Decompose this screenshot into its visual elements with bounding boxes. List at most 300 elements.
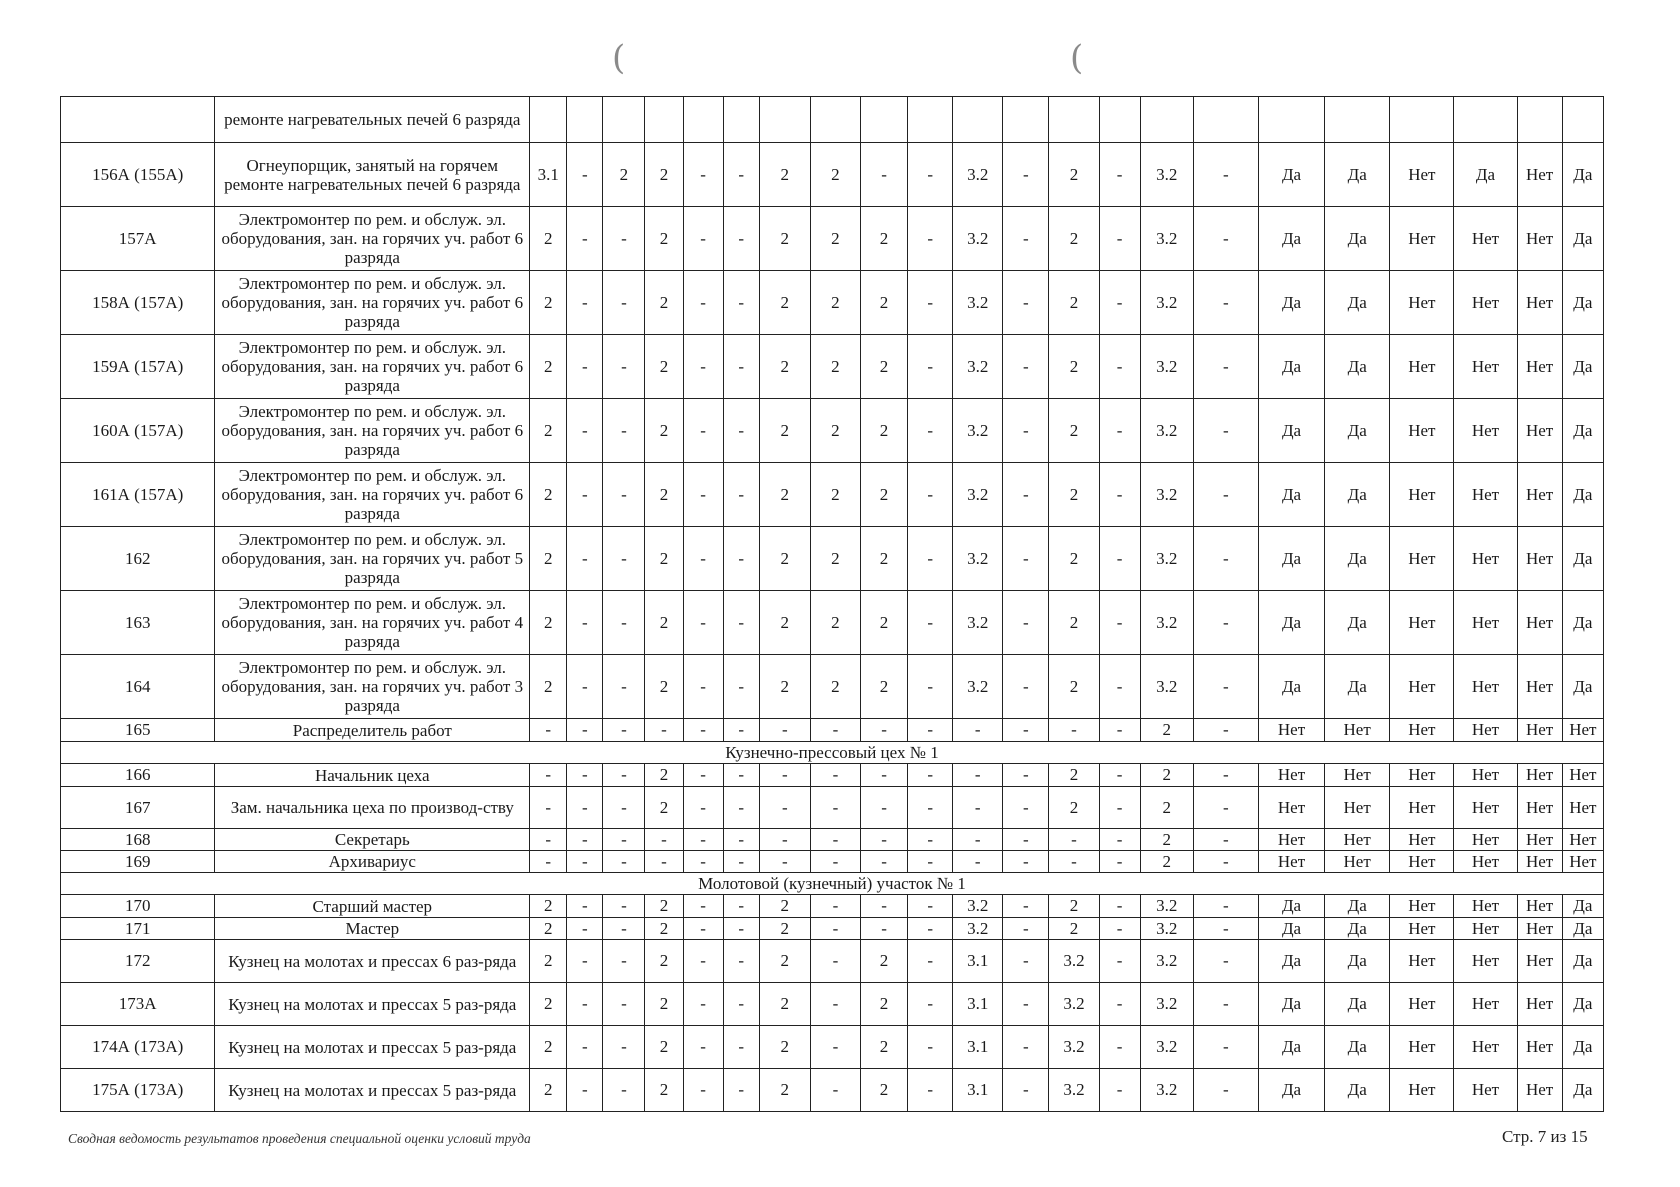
value-cell: [1193, 97, 1258, 143]
value-cell: -: [683, 940, 723, 983]
workplace-name: Старший мастер: [215, 895, 530, 918]
value-cell: -: [1003, 207, 1049, 271]
value-cell: Да: [1562, 399, 1603, 463]
value-cell: 2: [810, 335, 860, 399]
value-cell: Нет: [1390, 940, 1454, 983]
value-cell: 2: [860, 591, 907, 655]
value-cell: Да: [1562, 895, 1603, 918]
value-cell: -: [1003, 895, 1049, 918]
value-cell: Да: [1562, 335, 1603, 399]
table-row: [61, 591, 1604, 655]
value-cell: -: [860, 719, 907, 742]
value-cell: Нет: [1454, 983, 1517, 1026]
value-cell: Нет: [1390, 851, 1454, 873]
value-cell: -: [683, 399, 723, 463]
value-cell: Нет: [1454, 895, 1517, 918]
value-cell: -: [1099, 655, 1140, 719]
value-cell: 2: [759, 1069, 810, 1112]
value-cell: Нет: [1390, 143, 1454, 207]
value-cell: 2: [1049, 399, 1099, 463]
value-cell: 2: [759, 271, 810, 335]
value-cell: -: [908, 143, 953, 207]
value-cell: -: [810, 1069, 860, 1112]
value-cell: Нет: [1258, 764, 1324, 787]
table-row: [61, 940, 1604, 983]
value-cell: -: [908, 764, 953, 787]
value-cell: -: [1003, 940, 1049, 983]
value-cell: -: [1193, 463, 1258, 527]
value-cell: -: [1003, 143, 1049, 207]
value-cell: Нет: [1454, 527, 1517, 591]
value-cell: Нет: [1517, 829, 1562, 851]
value-cell: -: [908, 399, 953, 463]
value-cell: -: [1099, 940, 1140, 983]
table-row: [61, 207, 1604, 271]
value-cell: 3.2: [953, 527, 1003, 591]
value-cell: 3.2: [1140, 655, 1193, 719]
value-cell: 2: [645, 787, 683, 829]
table-row: [61, 399, 1604, 463]
scan-mark-right: (: [1070, 38, 1084, 78]
value-cell: -: [567, 207, 603, 271]
value-cell: -: [1193, 940, 1258, 983]
value-cell: -: [1193, 829, 1258, 851]
value-cell: -: [908, 335, 953, 399]
workplace-name: Электромонтер по рем. и обслуж. эл. оборудования, зан. на горячих уч. работ 6 разряда: [215, 207, 530, 271]
value-cell: 2: [530, 271, 567, 335]
value-cell: -: [908, 207, 953, 271]
value-cell: -: [1193, 335, 1258, 399]
value-cell: -: [908, 918, 953, 940]
workplace-code: 166: [61, 764, 215, 787]
value-cell: 2: [645, 399, 683, 463]
value-cell: -: [810, 940, 860, 983]
value-cell: -: [603, 918, 645, 940]
value-cell: Да: [1325, 983, 1390, 1026]
value-cell: 3.2: [953, 895, 1003, 918]
value-cell: Нет: [1325, 764, 1390, 787]
section-header-row: [61, 873, 1604, 895]
value-cell: -: [567, 591, 603, 655]
value-cell: Нет: [1390, 271, 1454, 335]
value-cell: -: [860, 851, 907, 873]
value-cell: -: [567, 719, 603, 742]
value-cell: -: [810, 983, 860, 1026]
value-cell: -: [1193, 787, 1258, 829]
value-cell: -: [567, 764, 603, 787]
value-cell: [860, 97, 907, 143]
value-cell: [1140, 97, 1193, 143]
workplace-code: 168: [61, 829, 215, 851]
workplace-name: Начальник цеха: [215, 764, 530, 787]
value-cell: -: [567, 399, 603, 463]
value-cell: -: [1003, 527, 1049, 591]
value-cell: -: [1099, 764, 1140, 787]
value-cell: -: [1099, 787, 1140, 829]
value-cell: -: [860, 764, 907, 787]
value-cell: Да: [1258, 1069, 1324, 1112]
value-cell: -: [567, 335, 603, 399]
footer-document-title: Сводная ведомость результатов проведения специальной оценки условий труда: [68, 1131, 531, 1146]
value-cell: 2: [645, 527, 683, 591]
value-cell: -: [908, 1026, 953, 1069]
value-cell: [1517, 97, 1562, 143]
workplace-code: 167: [61, 787, 215, 829]
value-cell: -: [1099, 829, 1140, 851]
workplace-code: 164: [61, 655, 215, 719]
value-cell: 2: [530, 463, 567, 527]
table-row: [61, 719, 1604, 742]
value-cell: -: [567, 983, 603, 1026]
workplace-name: Архивариус: [215, 851, 530, 873]
value-cell: [1049, 97, 1099, 143]
workplace-code: 156А (155А): [61, 143, 215, 207]
value-cell: -: [683, 335, 723, 399]
value-cell: 3.2: [1140, 1069, 1193, 1112]
value-cell: -: [683, 918, 723, 940]
value-cell: 3.2: [1140, 895, 1193, 918]
value-cell: 2: [1140, 787, 1193, 829]
value-cell: -: [603, 851, 645, 873]
value-cell: Нет: [1454, 719, 1517, 742]
value-cell: -: [683, 787, 723, 829]
value-cell: Да: [1258, 271, 1324, 335]
value-cell: 3.2: [953, 335, 1003, 399]
value-cell: [1003, 97, 1049, 143]
value-cell: -: [1099, 1069, 1140, 1112]
value-cell: 2: [645, 940, 683, 983]
workplace-code: 162: [61, 527, 215, 591]
value-cell: Нет: [1517, 463, 1562, 527]
value-cell: -: [603, 895, 645, 918]
value-cell: [1562, 97, 1603, 143]
value-cell: Да: [1562, 271, 1603, 335]
value-cell: Нет: [1390, 764, 1454, 787]
value-cell: 3.2: [1140, 918, 1193, 940]
section-title: Кузнечно-прессовый цех № 1: [61, 742, 1604, 764]
value-cell: -: [723, 895, 759, 918]
value-cell: -: [908, 527, 953, 591]
workplace-code: 163: [61, 591, 215, 655]
value-cell: 3.2: [1049, 1026, 1099, 1069]
value-cell: Да: [1325, 399, 1390, 463]
value-cell: -: [683, 207, 723, 271]
value-cell: 2: [645, 655, 683, 719]
value-cell: Да: [1325, 1026, 1390, 1069]
value-cell: 3.1: [953, 1069, 1003, 1112]
value-cell: -: [567, 940, 603, 983]
value-cell: -: [953, 829, 1003, 851]
value-cell: Нет: [1517, 787, 1562, 829]
value-cell: -: [1003, 787, 1049, 829]
value-cell: Нет: [1454, 271, 1517, 335]
value-cell: Нет: [1562, 829, 1603, 851]
value-cell: Да: [1258, 591, 1324, 655]
value-cell: 2: [759, 655, 810, 719]
value-cell: -: [723, 787, 759, 829]
value-cell: -: [908, 271, 953, 335]
value-cell: -: [1099, 719, 1140, 742]
table-row: [61, 918, 1604, 940]
value-cell: -: [603, 527, 645, 591]
value-cell: Нет: [1454, 207, 1517, 271]
value-cell: -: [860, 829, 907, 851]
value-cell: -: [567, 463, 603, 527]
value-cell: Нет: [1517, 764, 1562, 787]
value-cell: -: [810, 829, 860, 851]
table-row: [61, 829, 1604, 851]
value-cell: 2: [645, 207, 683, 271]
value-cell: Нет: [1517, 719, 1562, 742]
workplace-code: 170: [61, 895, 215, 918]
value-cell: -: [860, 143, 907, 207]
value-cell: 2: [810, 271, 860, 335]
value-cell: -: [567, 655, 603, 719]
value-cell: 2: [860, 527, 907, 591]
value-cell: Да: [1325, 591, 1390, 655]
value-cell: -: [530, 787, 567, 829]
value-cell: -: [1003, 591, 1049, 655]
value-cell: -: [723, 591, 759, 655]
value-cell: Да: [1562, 591, 1603, 655]
table-row: [61, 655, 1604, 719]
value-cell: 3.2: [1140, 143, 1193, 207]
value-cell: 2: [1140, 764, 1193, 787]
value-cell: 2: [645, 918, 683, 940]
value-cell: -: [1003, 655, 1049, 719]
value-cell: [530, 97, 567, 143]
value-cell: -: [603, 591, 645, 655]
value-cell: -: [683, 1069, 723, 1112]
workplace-name: Электромонтер по рем. и обслуж. эл. оборудования, зан. на горячих уч. работ 5 разряда: [215, 527, 530, 591]
value-cell: -: [810, 719, 860, 742]
workplace-name: Огнеупорщик, занятый на горячем ремонте нагревательных печей 6 разряда: [215, 143, 530, 207]
workplace-name: Кузнец на молотах и прессах 5 раз-ряда: [215, 1026, 530, 1069]
workplace-name: Электромонтер по рем. и обслуж. эл. оборудования, зан. на горячих уч. работ 6 разряда: [215, 271, 530, 335]
value-cell: 3.2: [953, 399, 1003, 463]
value-cell: -: [645, 719, 683, 742]
value-cell: -: [723, 851, 759, 873]
value-cell: 2: [1049, 207, 1099, 271]
workplace-code: 174А (173А): [61, 1026, 215, 1069]
value-cell: Нет: [1390, 335, 1454, 399]
value-cell: [723, 97, 759, 143]
value-cell: -: [1003, 764, 1049, 787]
value-cell: 2: [860, 399, 907, 463]
value-cell: Нет: [1454, 1026, 1517, 1069]
table-row: [61, 463, 1604, 527]
value-cell: -: [1193, 851, 1258, 873]
value-cell: -: [603, 787, 645, 829]
value-cell: Нет: [1454, 918, 1517, 940]
value-cell: 2: [530, 655, 567, 719]
value-cell: [810, 97, 860, 143]
value-cell: -: [1193, 399, 1258, 463]
value-cell: 3.2: [1140, 1026, 1193, 1069]
value-cell: -: [723, 463, 759, 527]
value-cell: 3.2: [1140, 940, 1193, 983]
value-cell: Да: [1258, 335, 1324, 399]
value-cell: 2: [860, 207, 907, 271]
value-cell: 2: [759, 527, 810, 591]
value-cell: 2: [645, 591, 683, 655]
value-cell: Нет: [1517, 918, 1562, 940]
value-cell: -: [908, 591, 953, 655]
value-cell: -: [567, 1026, 603, 1069]
value-cell: -: [1003, 918, 1049, 940]
value-cell: -: [1049, 719, 1099, 742]
value-cell: Нет: [1454, 655, 1517, 719]
value-cell: 2: [645, 895, 683, 918]
value-cell: -: [1193, 719, 1258, 742]
value-cell: 2: [1049, 527, 1099, 591]
value-cell: -: [759, 829, 810, 851]
value-cell: Нет: [1454, 1069, 1517, 1112]
value-cell: Нет: [1562, 787, 1603, 829]
value-cell: -: [603, 399, 645, 463]
value-cell: -: [723, 655, 759, 719]
value-cell: -: [1003, 463, 1049, 527]
value-cell: 2: [1140, 829, 1193, 851]
table-row: [61, 764, 1604, 787]
workplace-code: 158А (157А): [61, 271, 215, 335]
value-cell: 2: [645, 463, 683, 527]
value-cell: Нет: [1390, 1069, 1454, 1112]
value-cell: Нет: [1517, 983, 1562, 1026]
value-cell: 2: [860, 1026, 907, 1069]
value-cell: -: [530, 764, 567, 787]
value-cell: Нет: [1390, 787, 1454, 829]
value-cell: -: [645, 829, 683, 851]
value-cell: 2: [1049, 895, 1099, 918]
value-cell: -: [723, 271, 759, 335]
value-cell: 2: [759, 918, 810, 940]
value-cell: -: [683, 591, 723, 655]
value-cell: -: [1099, 527, 1140, 591]
value-cell: 3.2: [1140, 527, 1193, 591]
value-cell: -: [530, 851, 567, 873]
value-cell: Нет: [1325, 829, 1390, 851]
value-cell: 2: [759, 591, 810, 655]
value-cell: -: [810, 895, 860, 918]
value-cell: -: [723, 829, 759, 851]
value-cell: 2: [530, 527, 567, 591]
value-cell: 2: [530, 918, 567, 940]
value-cell: -: [1193, 655, 1258, 719]
value-cell: 2: [860, 463, 907, 527]
value-cell: Нет: [1517, 851, 1562, 873]
value-cell: 3.2: [1140, 983, 1193, 1026]
value-cell: Нет: [1390, 527, 1454, 591]
table-row: [61, 1026, 1604, 1069]
value-cell: 3.2: [1140, 335, 1193, 399]
value-cell: -: [1099, 271, 1140, 335]
value-cell: Да: [1325, 335, 1390, 399]
value-cell: Нет: [1390, 399, 1454, 463]
value-cell: 2: [810, 527, 860, 591]
value-cell: 2: [860, 655, 907, 719]
value-cell: 3.2: [953, 591, 1003, 655]
value-cell: -: [1193, 527, 1258, 591]
value-cell: 3.2: [1140, 207, 1193, 271]
value-cell: Нет: [1517, 1026, 1562, 1069]
value-cell: Нет: [1390, 895, 1454, 918]
value-cell: -: [1099, 463, 1140, 527]
value-cell: -: [723, 207, 759, 271]
value-cell: -: [683, 143, 723, 207]
value-cell: Нет: [1517, 399, 1562, 463]
value-cell: -: [810, 1026, 860, 1069]
value-cell: -: [1099, 918, 1140, 940]
value-cell: [1258, 97, 1324, 143]
value-cell: Нет: [1390, 591, 1454, 655]
value-cell: -: [603, 1069, 645, 1112]
value-cell: 2: [645, 983, 683, 1026]
table-row: [61, 527, 1604, 591]
value-cell: 2: [860, 335, 907, 399]
value-cell: Да: [1325, 655, 1390, 719]
value-cell: Да: [1258, 895, 1324, 918]
value-cell: -: [530, 829, 567, 851]
value-cell: 2: [860, 983, 907, 1026]
value-cell: Нет: [1517, 143, 1562, 207]
value-cell: Нет: [1454, 335, 1517, 399]
value-cell: Нет: [1517, 527, 1562, 591]
value-cell: -: [1003, 983, 1049, 1026]
value-cell: Да: [1258, 655, 1324, 719]
value-cell: -: [1099, 143, 1140, 207]
value-cell: Да: [1258, 207, 1324, 271]
value-cell: -: [723, 399, 759, 463]
value-cell: [1390, 97, 1454, 143]
value-cell: 2: [759, 895, 810, 918]
value-cell: -: [1099, 207, 1140, 271]
value-cell: -: [723, 143, 759, 207]
value-cell: -: [860, 787, 907, 829]
value-cell: Да: [1258, 983, 1324, 1026]
workplace-code: 160А (157А): [61, 399, 215, 463]
value-cell: 3.1: [953, 983, 1003, 1026]
value-cell: 3.2: [1049, 940, 1099, 983]
value-cell: -: [1099, 399, 1140, 463]
value-cell: -: [908, 895, 953, 918]
workplace-name: Электромонтер по рем. и обслуж. эл. оборудования, зан. на горячих уч. работ 6 разряда: [215, 335, 530, 399]
value-cell: -: [723, 335, 759, 399]
value-cell: 2: [645, 271, 683, 335]
value-cell: Да: [1562, 1026, 1603, 1069]
value-cell: -: [723, 527, 759, 591]
workplace-name: Электромонтер по рем. и обслуж. эл. оборудования, зан. на горячих уч. работ 6 разряда: [215, 399, 530, 463]
workplace-code: 171: [61, 918, 215, 940]
value-cell: 3.2: [1140, 399, 1193, 463]
value-cell: 3.2: [953, 207, 1003, 271]
value-cell: -: [1193, 918, 1258, 940]
value-cell: -: [810, 918, 860, 940]
value-cell: 3.2: [953, 918, 1003, 940]
value-cell: -: [1099, 895, 1140, 918]
value-cell: 2: [860, 271, 907, 335]
value-cell: 3.1: [530, 143, 567, 207]
value-cell: -: [953, 787, 1003, 829]
value-cell: Да: [1562, 940, 1603, 983]
value-cell: 3.2: [953, 271, 1003, 335]
workplace-name: Кузнец на молотах и прессах 5 раз-ряда: [215, 983, 530, 1026]
value-cell: -: [810, 787, 860, 829]
value-cell: Да: [1258, 940, 1324, 983]
workplace-code: 159А (157А): [61, 335, 215, 399]
value-cell: 2: [759, 940, 810, 983]
value-cell: -: [1193, 1069, 1258, 1112]
